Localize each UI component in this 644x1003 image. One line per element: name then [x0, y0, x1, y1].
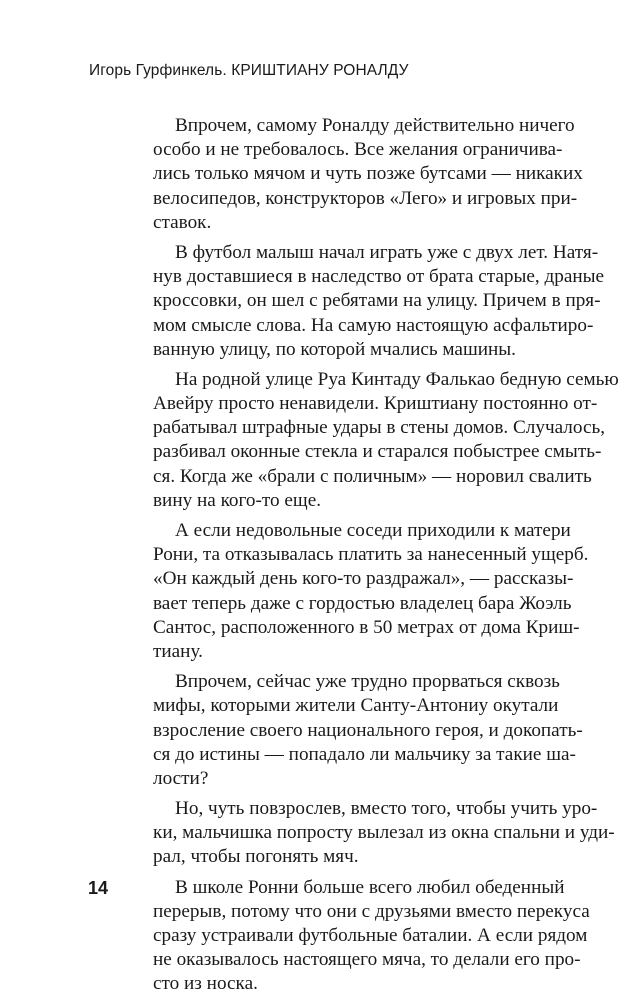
text-line: нув доставшиеся в наследство от брата старые, драные	[153, 266, 605, 288]
text-line: «Он каждый день кого-то раздражал», — рассказы-	[153, 568, 574, 590]
paragraph	[153, 797, 615, 870]
text-line: рал, чтобы погонять мяч.	[153, 846, 359, 868]
text-line: не оказывалось настоящего мяча, то делали его про-	[153, 949, 581, 971]
paragraph	[153, 241, 605, 362]
text-line: В школе Ронни больше всего любил обеденный	[175, 876, 565, 898]
text-line: ставок.	[153, 211, 212, 233]
text-line: мом смысле слова. На самую настоящую асфальтиро-	[153, 314, 594, 336]
text-line: тиану.	[153, 640, 203, 662]
paragraph	[153, 519, 589, 664]
text-line: На родной улице Руа Кинтаду Фалькао бедную семью	[175, 368, 619, 390]
text-line: вает теперь даже с гордостью владелец бара Жоэль	[153, 592, 572, 614]
text-line: В футбол малыш начал играть уже с двух лет. Натя-	[175, 241, 599, 263]
text-line: ся до истины — попадало ли мальчику за такие ша-	[153, 743, 576, 765]
text-line: взросление своего национального героя, и докопать-	[153, 719, 583, 741]
text-line: Впрочем, сейчас уже трудно прорваться сквозь	[175, 671, 560, 693]
text-line: лости?	[153, 767, 209, 789]
text-line: лись только мячом и чуть позже бутсами — никаких	[153, 163, 583, 185]
paragraph	[153, 114, 583, 235]
body-text	[153, 114, 619, 1003]
paragraph	[153, 670, 583, 791]
text-line: ся. Когда же «брали с поличным» — норовил свалить	[153, 465, 592, 487]
text-line: Авейру просто ненавидели. Криштиану постоянно от-	[153, 393, 598, 415]
text-line: особо и не требовалось. Все желания ограничива-	[153, 139, 563, 161]
text-line: ванную улицу, по которой мчались машины.	[153, 338, 516, 360]
text-line: сразу устраивали футбольные баталии. А если рядом	[153, 925, 588, 946]
page-number: 14	[88, 878, 109, 898]
text-line: рабатывал штрафные удары в стены домов. Случалось,	[153, 417, 606, 439]
paragraph	[153, 368, 619, 513]
text-line: Но, чуть повзрослев, вместо того, чтобы учить уро-	[175, 798, 598, 820]
text-line: сто из носка.	[153, 973, 258, 995]
text-line: велосипедов, конструкторов «Лего» и игровых при-	[153, 187, 578, 209]
text-line: кроссовки, он шел с ребятами на улицу. Причем в пря-	[153, 290, 601, 312]
text-line: мифы, которыми жители Санту-Антониу окутали	[153, 695, 559, 717]
text-line: Сантос, расположенного в 50 метрах от дома Криш-	[153, 616, 580, 638]
text-line: разбивал оконные стекла и старался побыстрее смыть-	[153, 441, 602, 463]
text-line: Рони, та отказывалась платить за нанесенный ущерб.	[153, 544, 589, 566]
text-line: ки, мальчишка попросту вылезал из окна спальни и уди-	[153, 822, 615, 844]
text-line: А если недовольные соседи приходили к матери	[175, 520, 571, 541]
text-line: Впрочем, самому Роналду действительно ничего	[175, 115, 575, 136]
text-line: вину на кого-то еще.	[153, 489, 322, 511]
paragraph	[153, 876, 590, 997]
running-head: Игорь Гурфинкель. КРИШТИАНУ РОНАЛДУ	[89, 62, 409, 79]
text-line: перерыв, потому что они с друзьями вместо перекуса	[153, 900, 590, 922]
